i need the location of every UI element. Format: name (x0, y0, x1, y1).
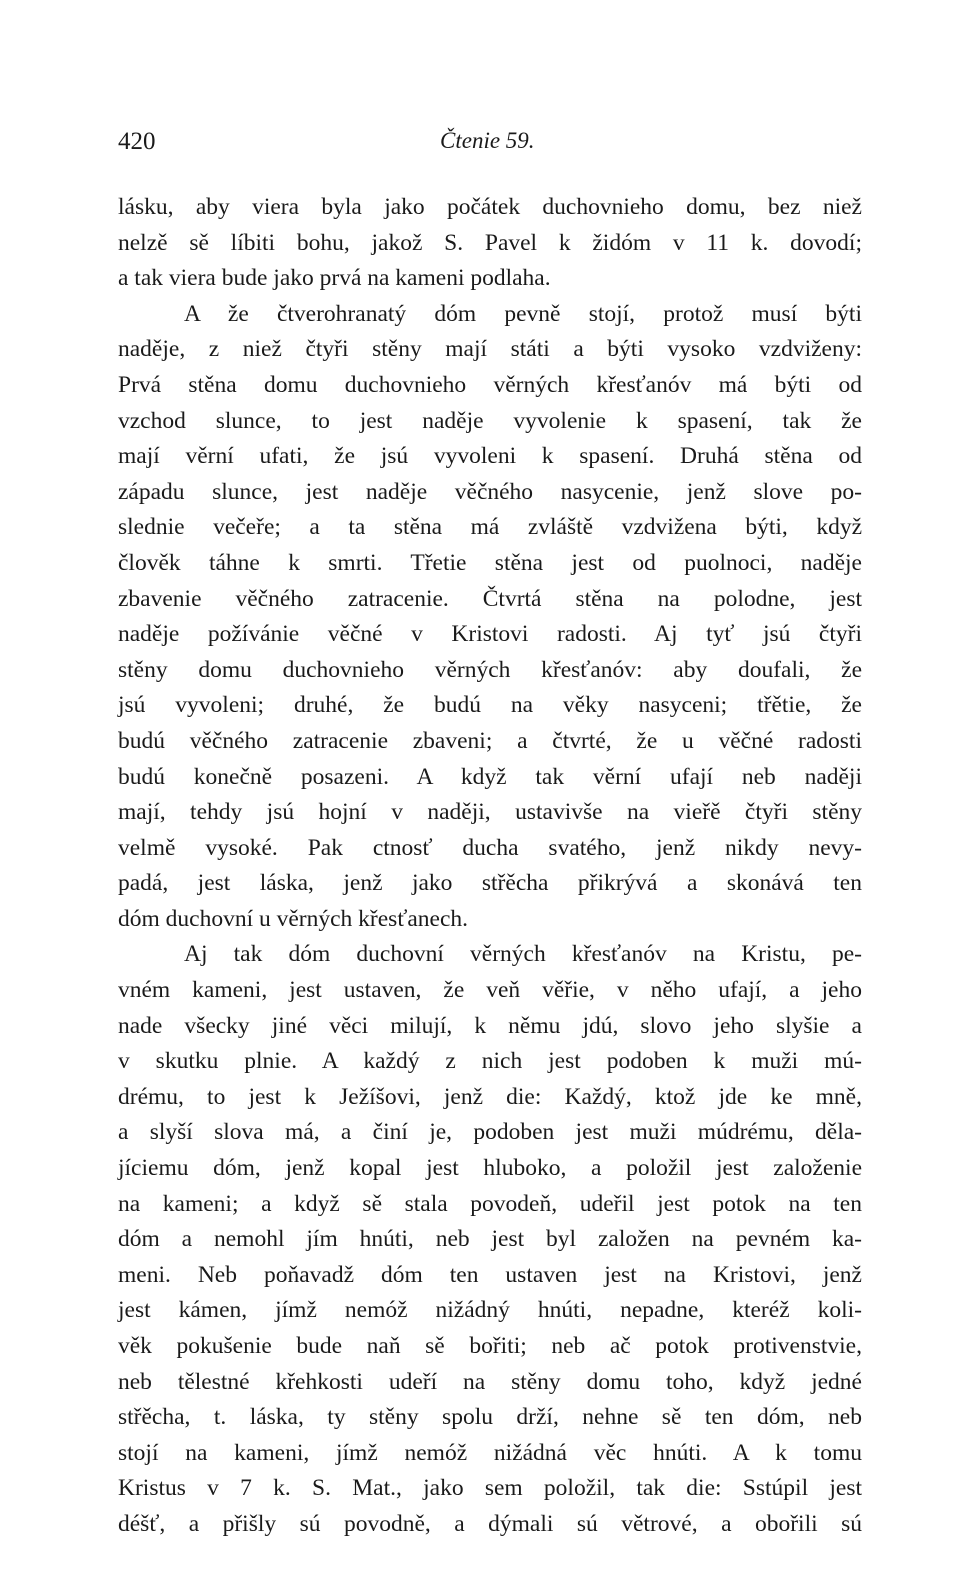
text-line: stěny domu duchovnieho věrných křesťanóv: aby doufali, že (118, 656, 862, 683)
text-line: zbavenie věčného zatracenie. Čtvrtá stěna na polodne, jest (118, 585, 862, 612)
text-line: v skutku plnie. A každý z nich jest podoben k muži mú- (118, 1048, 862, 1075)
text-line: budú věčného zatracenie zbaveni; a čtvrté, že u věčné radosti (118, 727, 862, 754)
text-line: slednie večeře; a ta stěna má zvláště vzdvižena býti, když (118, 514, 862, 541)
page-header (118, 128, 858, 164)
text-line: Kristus v 7 k. S. Mat., jako sem položil, tak die: Sstúpil jest (118, 1475, 862, 1502)
text-line: naděje, z niež čtyři stěny mají státi a býti vysoko vzdviženy: (118, 336, 862, 363)
body-text (118, 190, 862, 1543)
text-line: jest kámen, jímž nemóž nižádný hnúti, nepadne, kteréž koli- (118, 1297, 862, 1324)
text-line: Prvá stěna domu duchovnieho věrných křesťanóv má býti od (118, 371, 862, 398)
text-line: padá, jest láska, jenž jako střěcha přikrývá a skonává ten (118, 870, 862, 897)
text-line: stojí na kameni, jímž nemóž nižádná věc hnúti. A k tomu (118, 1439, 862, 1466)
text-line: věk pokušenie bude naň sě bořiti; neb ač potok protivenstvie, (118, 1333, 862, 1359)
text-line: střěcha, t. láska, ty stěny spolu drží, nehne sě ten dóm, neb (118, 1404, 862, 1431)
text-line: drému, to jest k Ježíšovi, jenž die: Každý, ktož jde ke mně, (118, 1083, 862, 1110)
text-line: lásku, aby viera byla jako počátek duchovnieho domu, bez niež (118, 194, 862, 220)
text-line: meni. Neb poňavadž dóm ten ustaven jest na Kristovi, jenž (118, 1261, 862, 1288)
text-line: západu slunce, jest naděje věčného nasycenie, jenž slove po- (118, 478, 862, 505)
text-line: neb tělestné křehkosti udeří na stěny domu toho, když jedné (118, 1368, 862, 1395)
text-line: jíciemu dóm, jenž kopal jest hluboko, a položil jest založenie (118, 1155, 862, 1182)
page-number: 420 (118, 128, 156, 155)
text-line: dóm duchovní u věrných křesťanech. (118, 905, 469, 932)
text-line: déšť, a přišly sú povodně, a dýmali sú větrové, a obořili sú (118, 1510, 862, 1537)
text-line: nade všecky jiné věci milují, k němu jdú, slovo jeho slyšie a (118, 1012, 862, 1039)
text-line: člověk táhne k smrti. Třetie stěna jest od puolnoci, naděje (118, 549, 862, 576)
text-line: a slyší slova má, a činí je, podoben jest muži múdrému, děla- (118, 1119, 862, 1146)
text-line: vzchod slunce, to jest naděje vyvolenie k spasení, tak že (118, 407, 862, 434)
text-line: jsú vyvoleni; druhé, že budú na věky nasyceni; třětie, že (118, 692, 862, 719)
text-line: naděje požívánie věčné v Kristovi radosti. Aj tyť jsú čtyři (118, 621, 862, 648)
text-line: A že čtverohranatý dóm pevně stojí, protož musí býti (184, 300, 862, 327)
text-line: nelzě sě líbiti bohu, jakož S. Pavel k židóm v 11 k. dovodí; (118, 229, 862, 256)
text-line: vném kameni, jest ustaven, že veň věřie, v něho ufají, a jeho (118, 977, 862, 1004)
text-line: dóm a nemohl jím hnúti, neb jest byl založen na pevném ka- (118, 1226, 862, 1253)
text-line: na kameni; a když sě stala povodeň, udeřil jest potok na ten (118, 1190, 862, 1217)
text-line: mají, tehdy jsú hojní v naději, ustavivše na vieřě čtyři stěny (118, 799, 862, 826)
running-head: Čtenie 59. (440, 128, 535, 153)
text-line: a tak viera bude jako prvá na kameni podlaha. (118, 265, 551, 292)
text-line: mají věrní ufati, že jsú vyvoleni k spasení. Druhá stěna od (118, 443, 862, 470)
text-line: Aj tak dóm duchovní věrných křesťanóv na Kristu, pe- (184, 941, 862, 968)
text-line: velmě vysoké. Pak ctnosť ducha svatého, jenž nikdy nevy- (118, 834, 862, 861)
text-line: budú konečně posazeni. A když tak věrní ufají neb naději (118, 763, 862, 790)
